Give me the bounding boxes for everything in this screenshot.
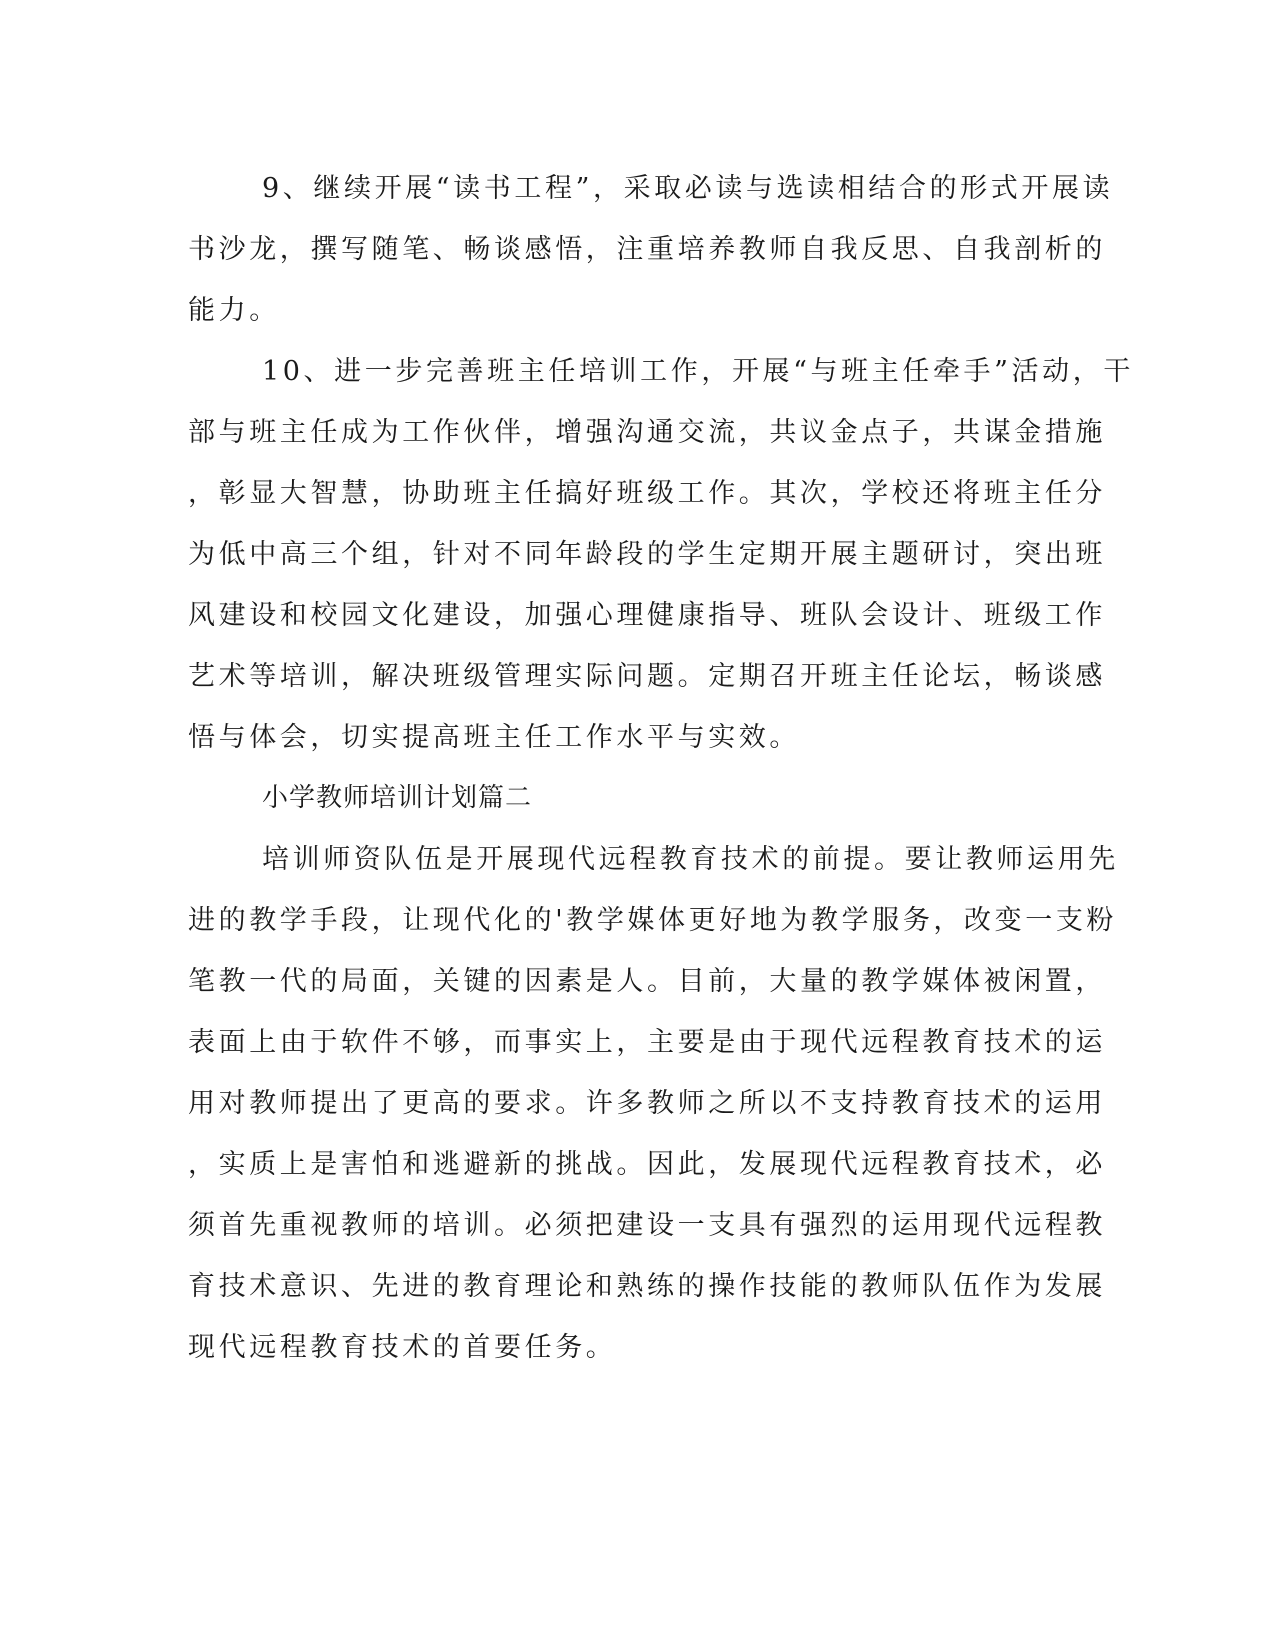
text-line: 风建设和校园文化建设，加强心理健康指导、班队会设计、班级工作 <box>188 600 1106 631</box>
text-line: 为低中高三个组，针对不同年龄段的学生定期开展主题研讨，突出班 <box>188 539 1106 570</box>
section-heading: 小学教师培训计划篇二 <box>262 783 533 813</box>
text-line: 进的教学手段，让现代化的'教学媒体更好地为教学服务，改变一支粉 <box>188 905 1118 936</box>
text-line: 悟与体会，切实提高班主任工作水平与实效。 <box>188 722 800 753</box>
text-line: 能力。 <box>188 295 280 326</box>
text-line: ，彰显大智慧，协助班主任搞好班级工作。其次，学校还将班主任分 <box>188 478 1106 509</box>
text-line: 培训师资队伍是开展现代远程教育技术的前提。要让教师运用先 <box>262 844 1119 875</box>
text-line: 用对教师提出了更高的要求。许多教师之所以不支持教育技术的运用 <box>188 1088 1106 1119</box>
text-line: 部与班主任成为工作伙伴，增强沟通交流，共议金点子，共谋金措施 <box>188 417 1106 448</box>
paragraph-intro <box>188 829 1119 1378</box>
text-line: 表面上由于软件不够，而事实上，主要是由于现代远程教育技术的运 <box>188 1027 1106 1058</box>
paragraph-9 <box>188 158 1114 341</box>
text-line: ，实质上是害怕和逃避新的挑战。因此，发展现代远程教育技术，必 <box>188 1149 1106 1180</box>
text-line: 育技术意识、先进的教育理论和熟练的操作技能的教师队伍作为发展 <box>188 1271 1106 1302</box>
document-body <box>188 158 1134 1378</box>
text-line: 须首先重视教师的培训。必须把建设一支具有强烈的运用现代远程教 <box>188 1210 1106 1241</box>
text-line: 现代远程教育技术的首要任务。 <box>188 1332 617 1363</box>
text-line: 10、进一步完善班主任培训工作，开展“与班主任牵手”活动，干 <box>262 356 1134 387</box>
text-line: 9、继续开展“读书工程”，采取必读与选读相结合的形式开展读 <box>262 173 1114 204</box>
text-line: 艺术等培训，解决班级管理实际问题。定期召开班主任论坛，畅谈感 <box>188 661 1106 692</box>
text-line: 书沙龙，撰写随笔、畅谈感悟，注重培养教师自我反思、自我剖析的 <box>188 234 1106 265</box>
text-line: 笔教一代的局面，关键的因素是人。目前，大量的教学媒体被闲置， <box>188 966 1106 997</box>
paragraph-10 <box>188 341 1134 768</box>
